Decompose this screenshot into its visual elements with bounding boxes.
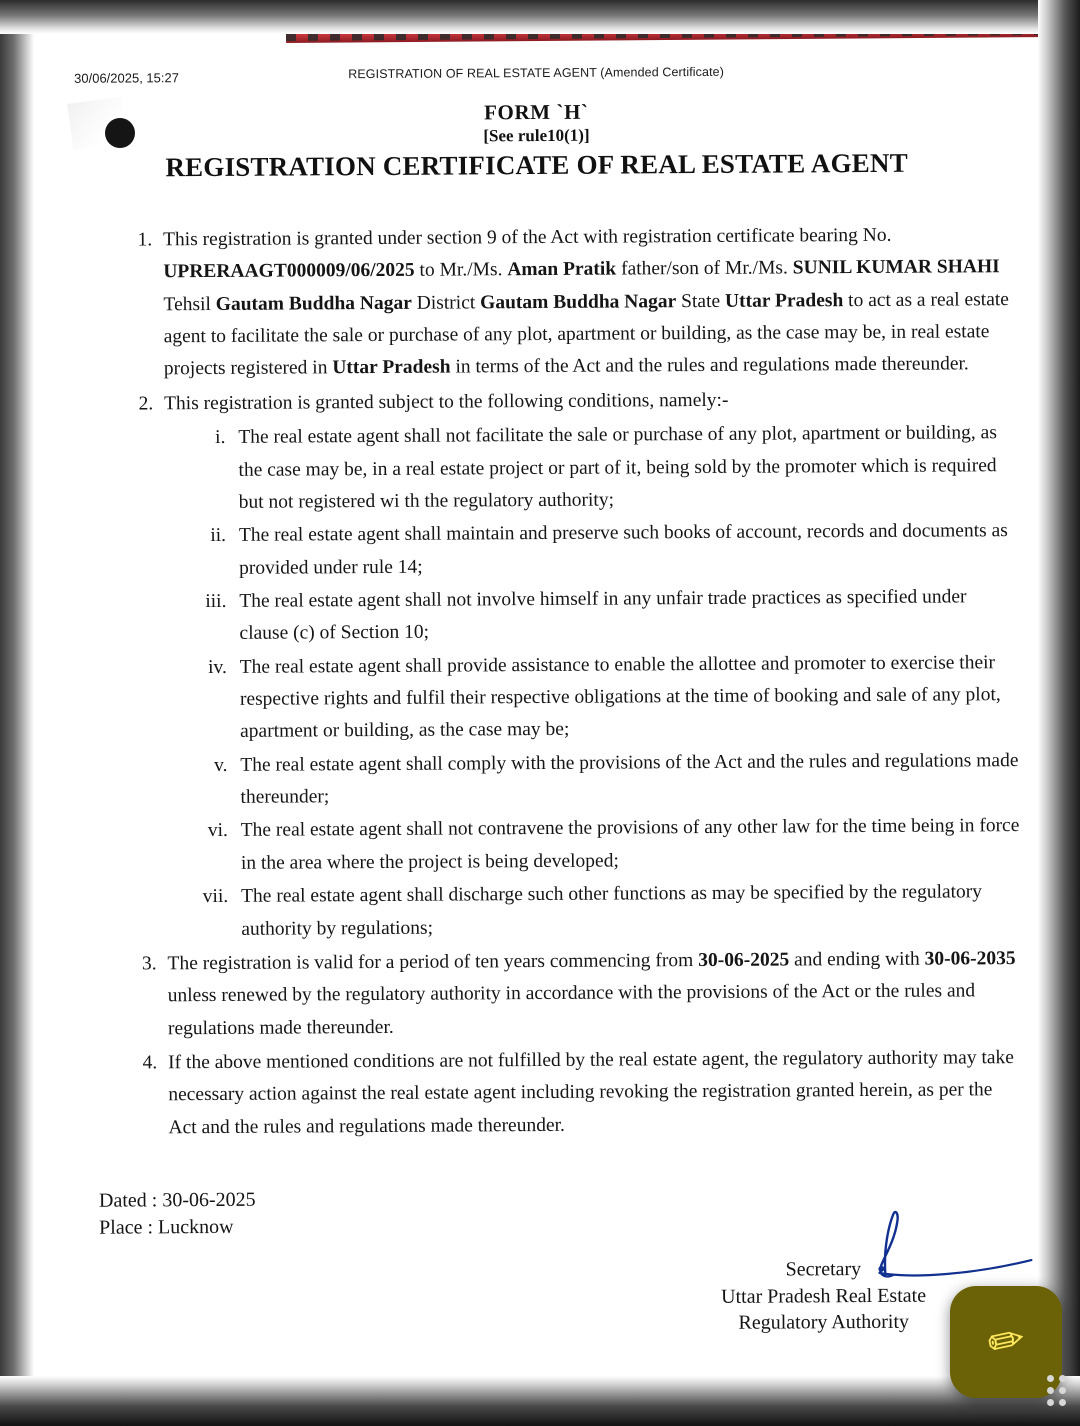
pen-highlight-icon: ✏ bbox=[982, 1313, 1030, 1370]
condition-item: vii. The real estate agent shall discharge such other functions as may be specified by the regulatory authority by regulations; bbox=[233, 876, 1021, 946]
drag-handle-dots-icon[interactable] bbox=[1044, 1374, 1070, 1408]
clause-2-intro: This registration is granted subject to the following conditions, namely:- bbox=[164, 389, 729, 415]
district-name: Gautam Buddha Nagar bbox=[480, 290, 677, 314]
certificate-body bbox=[127, 219, 1023, 1146]
place-label: Place : bbox=[99, 1216, 154, 1239]
clause-list bbox=[127, 219, 1023, 1144]
registration-number: UPRERAAGT000009/06/2025 bbox=[163, 260, 415, 283]
tehsil-name: Gautam Buddha Nagar bbox=[215, 292, 412, 315]
certificate-title-block bbox=[0, 97, 1077, 185]
validity-end-date: 30-06-2035 bbox=[924, 948, 1016, 970]
clause-1 bbox=[157, 219, 1018, 386]
form-name: FORM `H` bbox=[483, 99, 589, 125]
punch-hole-mark bbox=[105, 118, 135, 148]
clause-3-text-2: and ending with bbox=[793, 948, 920, 971]
dated-line bbox=[99, 1187, 256, 1215]
father-name: SUNIL KUMAR SHAHI bbox=[792, 256, 1000, 279]
conditions-list bbox=[164, 417, 1021, 946]
issue-details bbox=[99, 1187, 256, 1242]
condition-item: i. The real estate agent shall not facilitate the sale or purchase of any plot, apartment or building, as the case may be, in a real estate project or part of it, being sold by the promoter which is required but not registered wi th the regulatory authority; bbox=[230, 417, 1019, 519]
project-state-name: Uttar Pradesh bbox=[332, 356, 451, 379]
clause-1-text-7: to act as a real estate agent to facilitate the sale or purchase of any plot, apartment or building, as the case may be, in real estate projects registered in bbox=[163, 288, 1009, 380]
clause-4: 4. If the above mentioned conditions are not fulfilled by the real estate agent, the regulatory authority may take necessary action against the real estate agent including revoking the registration granted herein, as per the Act and the rules and regulations made thereunder. bbox=[162, 1042, 1023, 1144]
page-edge-left bbox=[0, 0, 34, 1426]
clause-3 bbox=[161, 943, 1022, 1045]
dated-label: Dated : bbox=[98, 1189, 158, 1212]
validity-start-date: 30-06-2025 bbox=[698, 949, 790, 971]
place-value: Lucknow bbox=[157, 1215, 234, 1239]
state-name: Uttar Pradesh bbox=[724, 289, 844, 312]
print-header-title: REGISTRATION OF REAL ESTATE AGENT (Amended Certificate) bbox=[348, 64, 724, 82]
clause-1-text-3: father/son of Mr./Ms. bbox=[620, 257, 788, 280]
designation: Secretary bbox=[785, 1258, 862, 1281]
certificate-heading: REGISTRATION CERTIFICATE OF REAL ESTATE AGENT bbox=[165, 147, 908, 183]
dated-value: 30-06-2025 bbox=[162, 1188, 256, 1212]
clause-2 bbox=[158, 383, 1021, 946]
page-edge-top bbox=[0, 0, 1080, 34]
clause-1-text-6: State bbox=[681, 290, 721, 312]
place-line bbox=[99, 1214, 256, 1242]
condition-item: iv. The real estate agent shall provide assistance to enable the allottee and promoter to exercise their respective rights and fulfil their respective obligations at the time of booking and sale of any plot, apartment or building, as the case may be; bbox=[232, 647, 1021, 749]
clause-1-text-1: This registration is granted under section 9 of the Act with registration certificate bearing No. bbox=[163, 224, 892, 251]
authority-line-2: Regulatory Authority bbox=[738, 1310, 910, 1334]
rule-reference: [See rule10(1)] bbox=[483, 125, 590, 146]
condition-item: v. The real estate agent shall comply with the provisions of the Act and the rules and regulations made thereunder; bbox=[232, 745, 1020, 815]
page-edge-right bbox=[1038, 0, 1080, 1426]
clause-3-text-3: unless renewed by the regulatory authority in accordance with the provisions of the Act or the rules and regulations made thereunder. bbox=[167, 980, 976, 1039]
print-timestamp: 30/06/2025, 15:27 bbox=[74, 70, 179, 86]
authority-line-1: Uttar Pradesh Real Estate bbox=[721, 1284, 927, 1308]
condition-item: vi. The real estate agent shall not contravene the provisions of any other law for the time being in force in the area where the project is being developed; bbox=[233, 811, 1021, 881]
condition-item: ii. The real estate agent shall maintain and preserve such books of account, records and documents as provided under rule 14; bbox=[231, 515, 1019, 585]
clause-1-text-5: District bbox=[416, 292, 476, 314]
agent-name: Aman Pratik bbox=[507, 258, 617, 281]
page-edge-bottom bbox=[0, 1376, 1080, 1426]
condition-item: iii. The real estate agent shall not involve himself in any unfair trade practices as specified under clause (c) of Section 10; bbox=[231, 581, 1019, 651]
clause-3-text-1: The registration is valid for a period of ten years commencing from bbox=[167, 949, 694, 975]
clause-1-text-8: in terms of the Act and the rules and regulations made thereunder. bbox=[455, 353, 969, 378]
clause-1-text-4: Tehsil bbox=[163, 293, 211, 316]
clause-1-text-2: to Mr./Ms. bbox=[419, 259, 503, 282]
